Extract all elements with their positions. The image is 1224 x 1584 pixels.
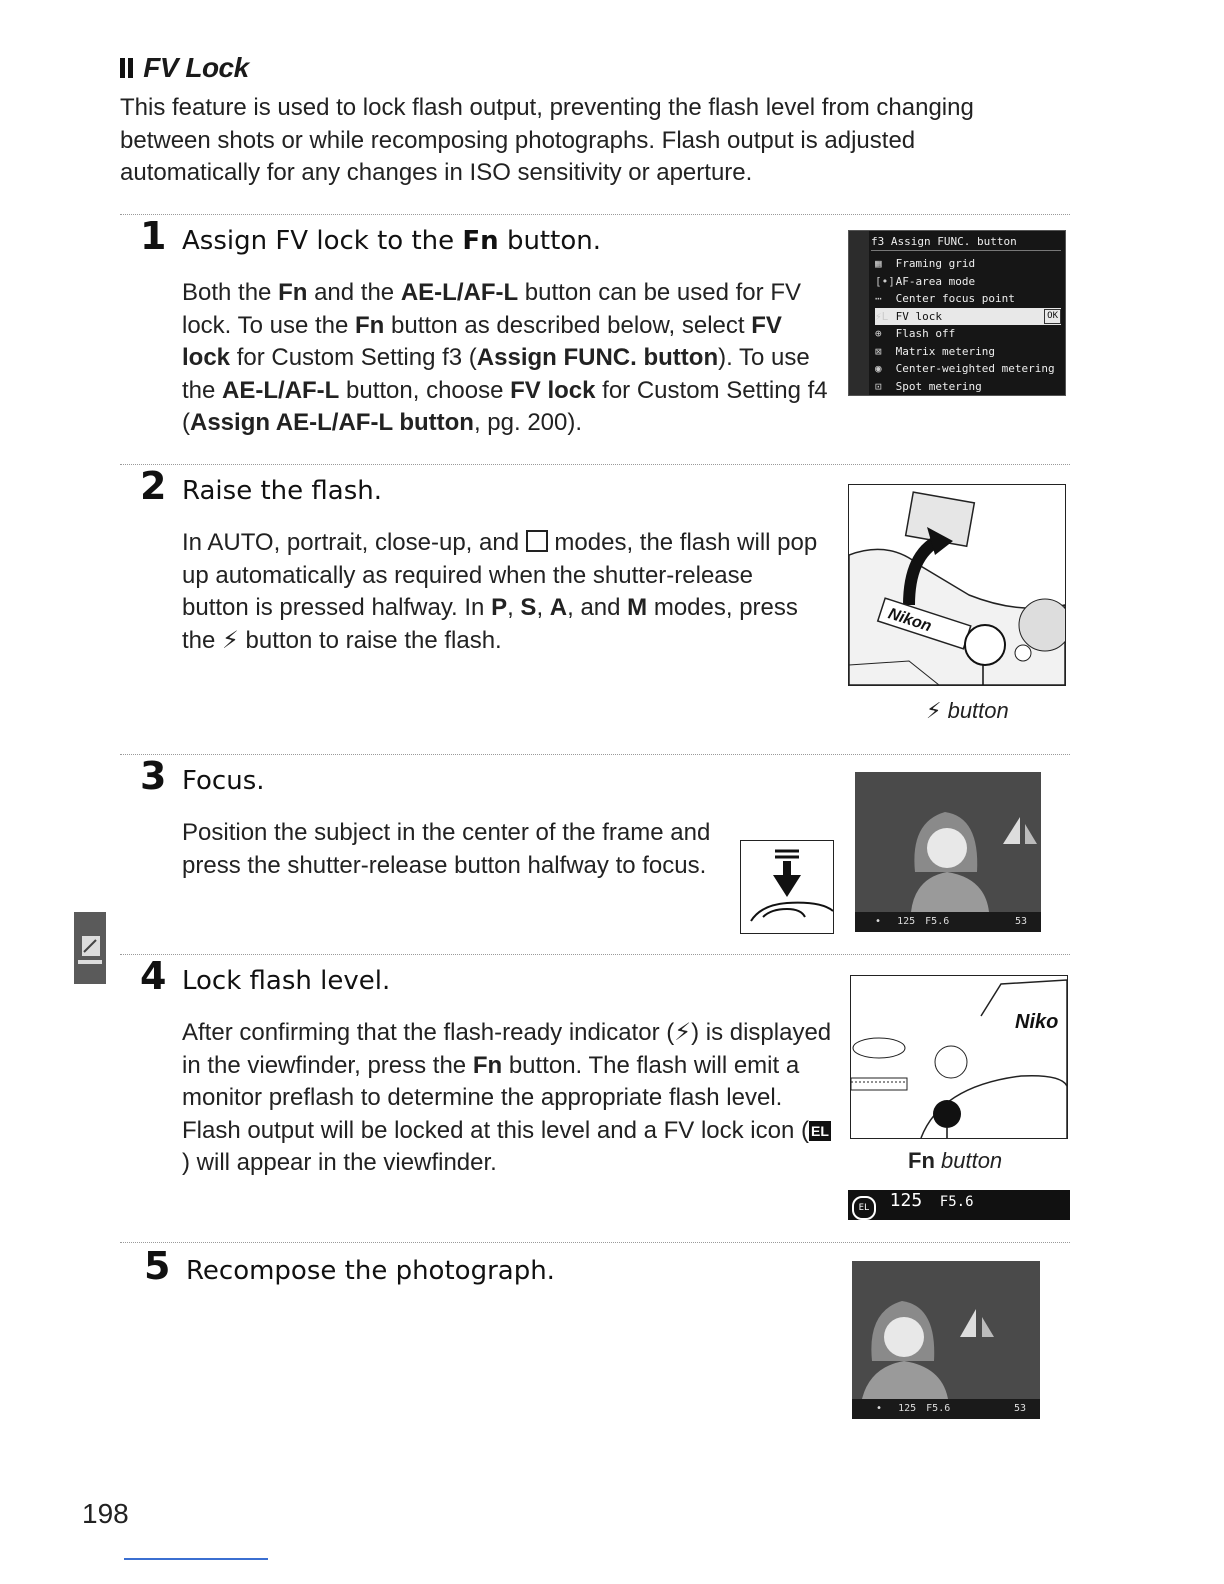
chapter-tab-icon [74,912,106,984]
flash-icon: ⚡ [926,698,942,723]
center-weighted-icon: ◉ [875,362,882,375]
step-title: Focus. [182,766,265,796]
step-title: Assign FV lock to the Fn button. [182,226,601,256]
viewfinder-preview [855,772,1041,932]
divider [120,954,1070,955]
page-number: 198 [82,1498,129,1529]
half-press-icon [740,840,834,934]
flash-off-icon: ⊕ [875,327,882,340]
menu-item: ▦ Framing grid [875,255,1061,273]
intro-paragraph: This feature is used to lock flash output, preventing the flash level from changing between shots or while recomposing photographs. Flash output is adjusted automatically for any changes in ISO sensitivity or aperture. [120,94,974,186]
divider [120,214,1070,215]
fv-lock-icon: EL [810,1122,829,1139]
menu-item-selected: ⚡L FV lock OK [875,308,1061,326]
viewfinder-display-strip: EL 125 F5.6 [848,1190,1070,1220]
menu-header: f3 Assign FUNC. button [871,235,1061,251]
step-body: Both the Fn and the AE-L/AF-L button can be used for FV lock. To use the Fn button as described below, select FV lock for Custom Setting f3 (Assign FUNC. button). To use the AE-L/AF-L button, choose FV lock for Custom Setting f4 (Assign AE-L/AF-L button, pg. 200). [182,279,828,436]
section-title [120,52,249,84]
menu-item: ⋯ Center focus point [875,290,1061,308]
menu-item: ◉ Center-weighted metering [875,360,1061,378]
fv-lock-indicator-icon: EL [852,1196,876,1220]
title-bar-icon [120,58,125,78]
camera-brand-label: Nikon [885,605,934,636]
step-title: Lock flash level. [182,966,391,996]
camera-flash-illustration [848,484,1066,686]
menu-sidebar [849,231,869,395]
title-bar-icon [128,58,133,78]
ok-badge: OK [1044,309,1061,324]
auto-portrait-closeup-mode-icons: AUTO, portrait, close-up, [207,529,473,556]
camera-brand-label: Niko [1015,1011,1059,1033]
viewfinder-preview-recomposed [852,1261,1040,1419]
divider [120,754,1070,755]
menu-item: ⊕ Flash off [875,325,1061,343]
menu-item: [•] AF-area mode [875,273,1061,291]
night-portrait-mode-icon [526,530,548,552]
step-body: In AUTO, portrait, close-up, and modes, the flash will pop up automatically as required when the shutter-release button is pressed halfway. In P, S, A, and M modes, press the ⚡ button to raise the flash. [182,529,818,654]
section-title-text: FV Lock [143,52,249,83]
step-body: After confirming that the flash-ready indicator (⚡) is displayed in the viewfinder, press the Fn button. The flash will emit a monitor preflash to determine the appropriate flash level. Flash output will be locked at this level and a FV lock icon ( EL) will appear in the viewfinder. [182,1019,832,1176]
menu-item: ⊠ Matrix metering [875,343,1061,361]
framing-grid-icon: ▦ [875,257,882,270]
af-area-icon: [•] [875,274,895,288]
matrix-metering-icon: ⊠ [875,344,882,358]
step-number: 2 [140,464,167,508]
spot-metering-icon: ⊡ [875,379,882,393]
viewfinder-info-bar: • 125 F5.6 53 [855,912,1041,932]
step-number: 4 [140,954,167,998]
divider [120,464,1070,465]
footer-rule [124,1558,268,1560]
menu-list [875,255,1061,395]
camera-fn-illustration [850,975,1068,1139]
focus-point-icon: ⋯ [875,292,882,305]
fn-button-caption: Fn button [908,1148,1003,1173]
flash-ready-icon: ⚡ [674,1019,692,1046]
flash-icon: ⚡ [222,626,239,654]
divider [120,1242,1070,1243]
step-title: Raise the flash. [182,476,382,506]
step-number: 5 [144,1244,171,1288]
step-body: Position the subject in the center of the frame and press the shutter-release button halfway to focus. [182,819,711,879]
viewfinder-info-bar: • 125 F5.6 53 [852,1399,1040,1419]
menu-item: ⊡ Spot metering [875,378,1061,396]
fv-lock-icon: ⚡L [875,309,889,323]
custom-setting-menu [848,230,1066,396]
step-number: 3 [140,754,167,798]
flash-button-caption: ⚡ button [926,698,1009,723]
step-number: 1 [140,214,167,258]
step-title: Recompose the photograph. [186,1256,555,1286]
